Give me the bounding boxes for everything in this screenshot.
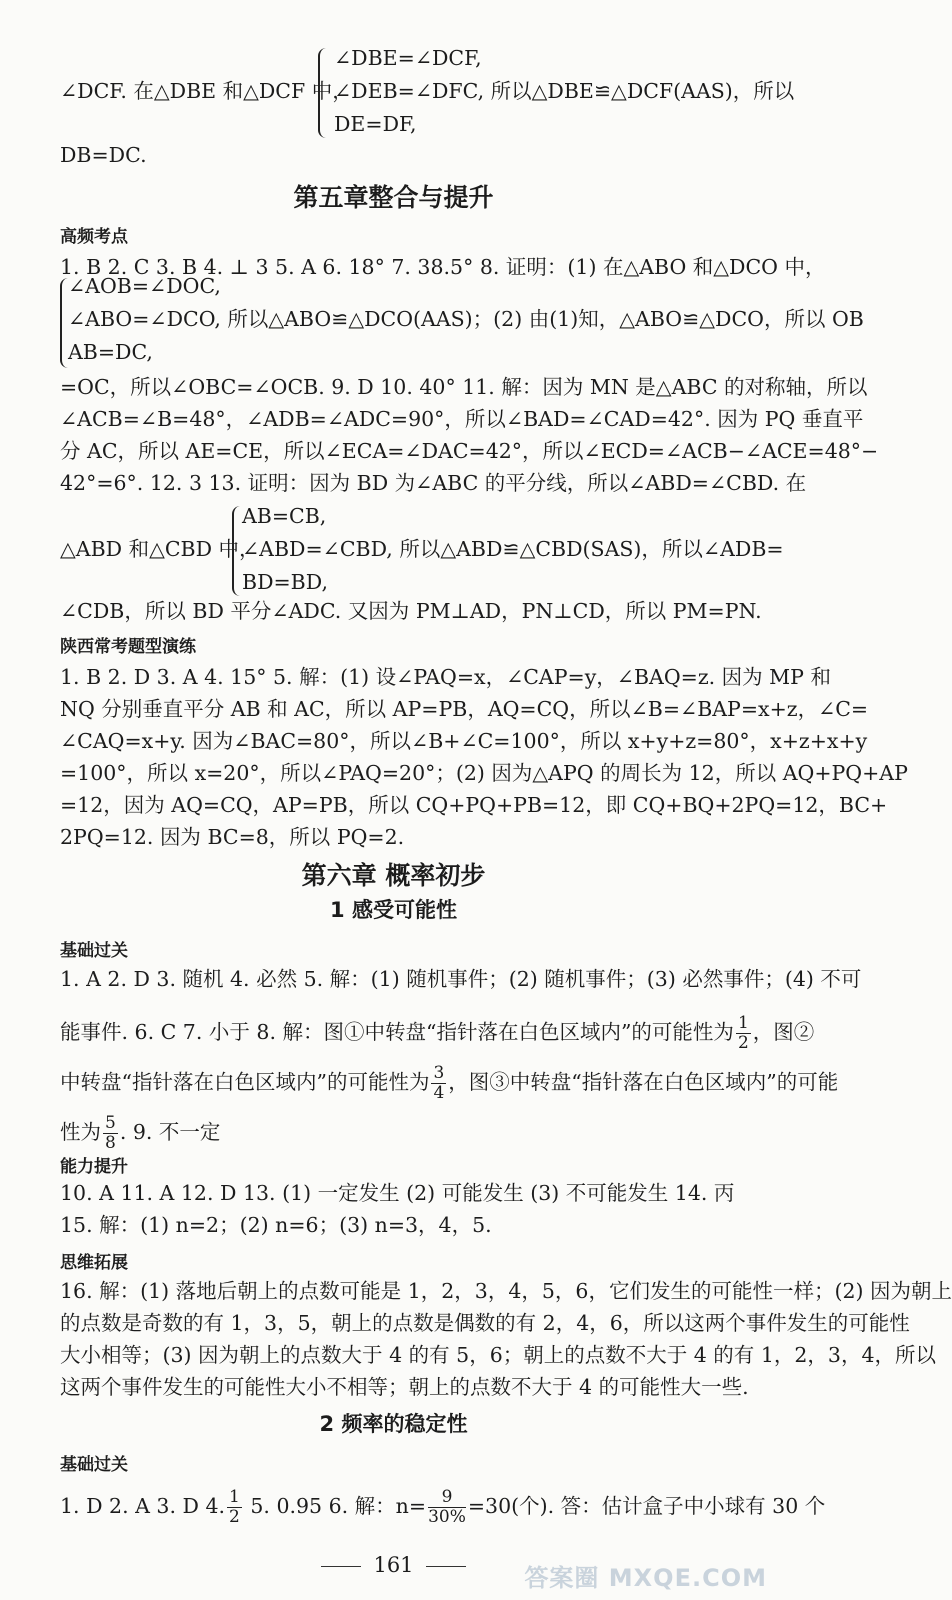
brace-row: AB=CB, [242,504,327,528]
text-segment: ，图② [752,1020,815,1044]
fraction-denominator: 8 [105,1133,116,1153]
section-subhead: 基础过关 [60,1455,128,1475]
text-line: 分 AC，所以 AE=CE，所以∠ECA=∠DAC=42°，所以∠ECD=∠ACB−∠ACE=48°− [60,439,879,463]
section-heading: 1 感受可能性 [330,898,457,922]
text-line: =12，因为 AQ=CQ，AP=PB，所以 CQ+PQ+PB=12，即 CQ+BQ+2PQ=12，BC+ [60,793,888,817]
text-segment: ，图③中转盘“指针落在白色区域内”的可能 [448,1070,839,1094]
text-line: DB=DC. [60,143,147,167]
brace-row: AB=DC, [68,340,153,364]
brace-symbol [318,48,332,138]
watermark: 答案圈 MXQE.COM [524,1564,767,1592]
text-line: NQ 分别垂直平分 AB 和 AC，所以 AP=PB，AQ=CQ，所以∠B=∠BAP=x+z，∠C= [60,697,869,721]
fraction [736,1014,751,1053]
fraction [428,1488,466,1527]
brace-row: ∠AOB=∠DOC, [68,274,221,298]
text-line: 2PQ=12. 因为 BC=8，所以 PQ=2. [60,825,405,849]
text-line: ∠CAQ=x+y. 因为∠BAC=80°，所以∠B+∠C=100°，所以 x+y+z=80°，x+z+x+y [60,729,868,753]
text-line: 10. A 11. A 12. D 13. (1) 一定发生 (2) 可能发生 (3) 不可能发生 14. 丙 [60,1181,735,1205]
text-line [60,1487,826,1527]
fraction [227,1488,242,1527]
divider [426,1566,466,1567]
brace-row: ∠DEB=∠DFC, 所以△DBE≌△DCF(AAS)，所以 [334,79,795,103]
text-segment: 能事件. 6. C 7. 小于 8. 解：图①中转盘“指针落在白色区域内”的可能性为 [60,1020,734,1044]
brace-row: ∠ABO=∠DCO, 所以△ABO≌△DCO(AAS)；(2) 由(1)知，△ABO≌△DCO，所以 OB [68,307,864,331]
text-line [60,1013,815,1053]
brace-row: ∠DBE=∠DCF, [334,46,482,70]
text-line [60,1063,839,1103]
text-segment: 性为 [60,1120,101,1144]
fraction-numerator: 3 [433,1063,445,1083]
brace-row: ∠ABD=∠CBD, 所以△ABD≌△CBD(SAS)，所以∠ADB= [242,537,784,561]
text-line: 1. B 2. C 3. B 4. ⊥ 3 5. A 6. 18° 7. 38.5° 8. 证明：(1) 在△ABO 和△DCO 中， [60,255,826,279]
fraction-numerator: 5 [105,1113,116,1133]
fraction-denominator: 30% [428,1507,466,1527]
text-line: 15. 解：(1) n=2；(2) n=6；(3) n=3，4，5. [60,1213,492,1237]
text-segment: =30(个). 答：估计盒子中小球有 30 个 [467,1494,826,1518]
text-line: 的点数是奇数的有 1，3，5，朝上的点数是偶数的有 2，4，6，所以这两个事件发生的可能性 [60,1311,910,1335]
fraction-denominator: 2 [229,1507,240,1527]
text-line: △ABD 和△CBD 中， [60,537,260,561]
text-segment: 5. 0.95 6. 解：n= [250,1494,427,1518]
brace-row: BD=BD, [242,570,328,594]
chapter-heading: 第六章 概率初步 [301,861,486,890]
divider [321,1566,361,1567]
fraction-numerator: 1 [737,1013,749,1033]
text-line: ∠CDB，所以 BD 平分∠ADC. 又因为 PM⊥AD，PN⊥CD，所以 PM=PN. [60,599,762,623]
text-line: 42°=6°. 12. 3 13. 证明：因为 BD 为∠ABC 的平分线，所以∠ABD=∠CBD. 在 [60,471,807,495]
text-line: =OC，所以∠OBC=∠OCB. 9. D 10. 40° 11. 解：因为 MN 是△ABC 的对称轴，所以 [60,375,868,399]
section-subhead: 思维拓展 [60,1253,128,1273]
text-line: 1. A 2. D 3. 随机 4. 必然 5. 解：(1) 随机事件；(2) 随机事件；(3) 必然事件；(4) 不可 [60,967,862,991]
fraction-denominator: 4 [433,1083,445,1103]
fraction [431,1064,446,1103]
text-line [60,1114,741,1153]
fraction [103,1114,118,1153]
text-line: 1. B 2. D 3. A 4. 15° 5. 解：(1) 设∠PAQ=x，∠CAP=y，∠BAQ=z. 因为 MP 和 [60,665,831,689]
brace-row: DE=DF, [334,112,417,136]
page-number-text: 161 [373,1553,414,1577]
text-line: =100°，所以 x=20°，所以∠PAQ=20°；(2) 因为△APQ 的周长为 12，所以 AQ+PQ+AP [60,761,908,785]
text-line: 16. 解：(1) 落地后朝上的点数可能是 1，2，3，4，5，6，它们发生的可能性一样；(2) 因为朝上 [60,1279,952,1303]
text-line: 大小相等；(3) 因为朝上的点数大于 4 的有 5，6；朝上的点数不大于 4 的有 1，2，3，4，所以 [60,1343,936,1367]
chapter-heading: 第五章整合与提升 [293,183,494,212]
fraction-denominator: 2 [737,1033,749,1053]
text-segment: 1. D 2. A 3. D 4. [60,1494,226,1518]
text-line: ∠ACB=∠B=48°，∠ADB=∠ADC=90°，所以∠BAD=∠CAD=42°. 因为 PQ 垂直平 [60,407,864,431]
text-segment: . 9. 不一定 [119,1120,221,1144]
text-line: 这两个事件发生的可能性大小不相等；朝上的点数不大于 4 的可能性大一些. [60,1375,749,1399]
section-subhead: 陕西常考题型演练 [60,637,196,657]
section-subhead: 高频考点 [60,227,128,247]
section-subhead: 能力提升 [60,1157,128,1177]
section-subhead: 基础过关 [60,941,128,961]
fraction-numerator: 1 [229,1487,240,1507]
text-segment: 中转盘“指针落在白色区域内”的可能性为 [60,1070,430,1094]
section-heading: 2 频率的稳定性 [319,1412,468,1436]
fraction-numerator: 9 [428,1488,466,1508]
text-line: ∠DCF. 在△DBE 和△DCF 中， [60,79,353,103]
